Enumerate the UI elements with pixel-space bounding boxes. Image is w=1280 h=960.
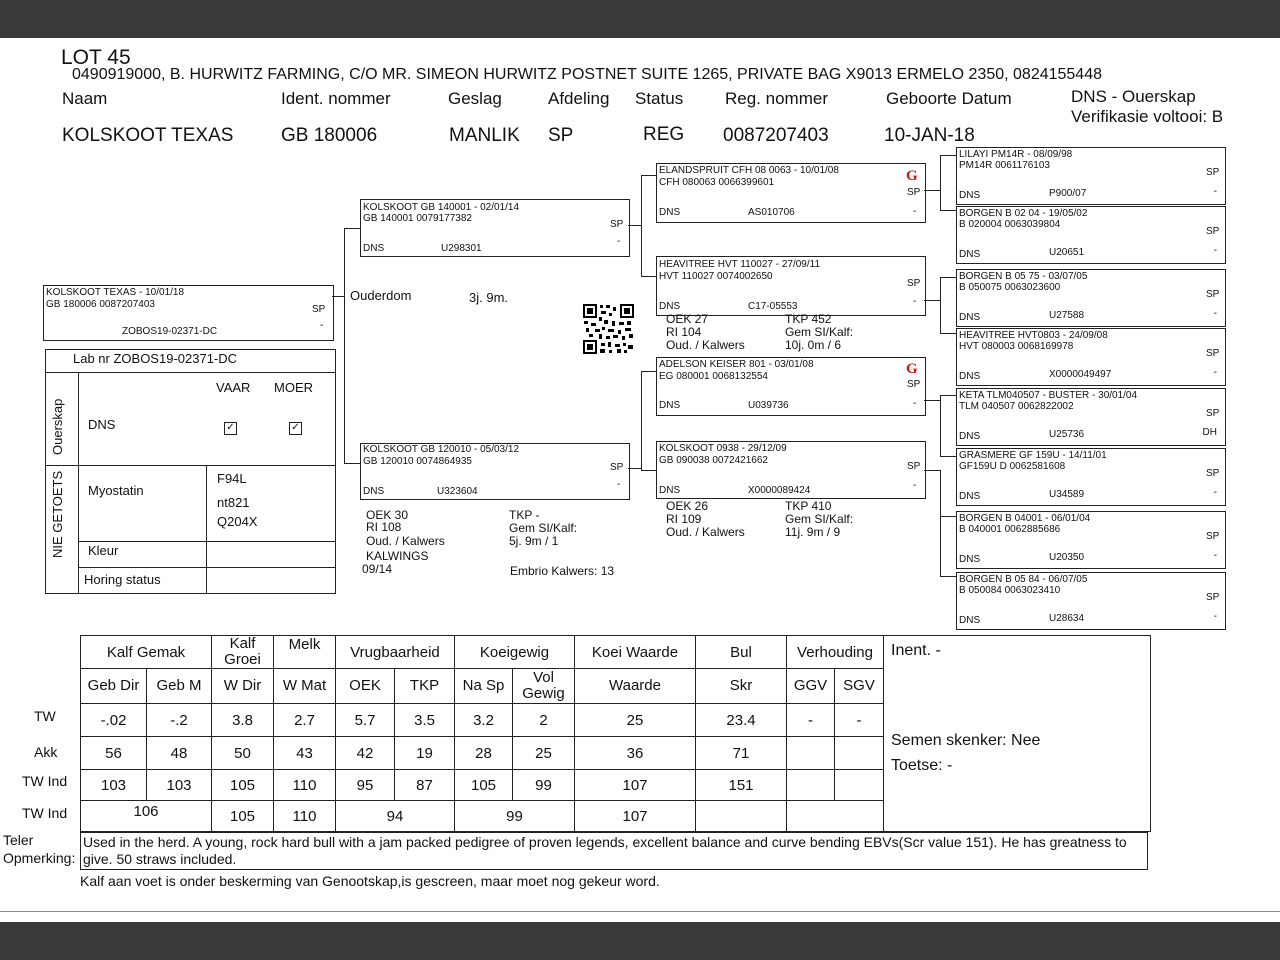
connector [344,228,360,229]
dam-kalwings: KALWINGS [366,549,429,563]
gg-ids: PM14R 0061176103 [959,160,1050,171]
gg-dns: DNS [959,491,981,502]
gt-logo-icon: G [906,361,918,377]
ebv-twind-cell-9: 151 [696,770,787,801]
value-ident: GB 180006 [281,125,378,146]
gg-name: GRASMERE GF 159U - 14/11/01 [959,450,1107,461]
sire-dash: - [617,236,621,247]
ebv-group-koeigewig: Koeigewig [455,636,575,669]
ebv-tw-cell-10: - [787,704,835,737]
subject-ids: GB 180006 0087207403 [46,299,155,310]
value-naam: KOLSKOOT TEXAS [62,125,234,146]
gg-name: KETA TLM040507 - BUSTER - 30/01/04 [959,390,1138,401]
ebv-akk-cell-10 [787,737,835,770]
ebv-group-bul: Bul [696,636,787,669]
gg-dns: DNS [959,554,981,565]
ebv-akk-cell-0: 56 [81,737,147,770]
sire-ids: GB 140001 0079177382 [363,213,472,224]
gg-status: - [1213,308,1217,319]
ebv-col-header-2: W Dir [212,669,274,704]
lab-number: Lab nr ZOBOS19-02371-DC [73,351,238,366]
gg-code: P900/07 [1049,188,1087,199]
ebv-akk-cell-4: 42 [336,737,395,770]
lab-myostatin: Myostatin [88,483,144,498]
value-geslag: MANLIK [449,125,520,146]
ebv-group-kalf-groei: Kalf Groei [212,636,274,669]
footer-note: Kalf aan voet is onder beskerming van Genootskap,is gescreen, maar moet nog gekeur word. [80,873,660,889]
sd-dns: DNS [659,301,681,312]
qr-code [582,303,635,355]
dd-gem: Gem SI/Kalf: [785,512,854,526]
gg-status: - [1213,186,1217,197]
ebv-group-verhouding: Verhouding [787,636,884,669]
ebv-group-vrugbaarheid: Vrugbaarheid [336,636,455,669]
gg-name: BORGEN B 05 75 - 03/07/05 [959,271,1088,282]
ebv-akk-cell-2: 50 [212,737,274,770]
gg-status: - [1213,550,1217,561]
great-grandparent-box [956,388,1226,446]
ds-name: ADELSON KEISER 801 - 03/01/08 [659,359,814,370]
sire-code: U298301 [441,243,482,254]
opmerking-text: Used in the herd. A young, rock hard bull with a jam packed pedigree of proven legends, excellent balance and curve bending EBVs(Scr value 151). He has greatness to give. 50 straws included. [83,834,1127,867]
ebv-group-koei-waarde: Koei Waarde [575,636,696,669]
header-naam: Naam [62,89,108,108]
lab-m3: Q204X [217,514,258,529]
ebv-twind-cell-3: 110 [274,770,336,801]
vaar-checkbox: ✓ [224,417,237,435]
ebv-twind-cell-5: 87 [395,770,455,801]
gg-sp: SP [1206,226,1220,237]
ebv-twind-cell-7: 99 [513,770,575,801]
gg-sp: SP [1206,468,1220,479]
sd-oud: Oud. / Kalwers [666,338,745,352]
ebv-akk-cell-8: 36 [575,737,696,770]
dd-tkp: TKP 410 [785,499,832,513]
ebv-col-header-5: TKP [395,669,455,704]
owner-line: 0490919000, B. HURWITZ FARMING, C/O MR. SIMEON HURWITZ POSTNET SUITE 1265, PRIVATE BAG X9013 ERMELO 2350, 0824155448 [72,66,1102,83]
great-grandparent-box [956,206,1226,264]
ebv-twind-cell-4: 95 [336,770,395,801]
gg-sp: SP [1206,408,1220,419]
gg-status: - [1213,487,1217,498]
ebv-tw-cell-11: - [835,704,884,737]
lab-kleur: Kleur [88,543,119,558]
sd-gem-value: 10j. 0m / 6 [785,338,842,352]
ebv-akk-cell-11 [835,737,884,770]
ss-ids: CFH 080063 0066399601 [659,177,775,188]
gg-dns: DNS [959,249,981,260]
gg-code: U25736 [1049,429,1085,440]
ebv-col-header-6: Na Sp [455,669,513,704]
gg-dns: DNS [959,431,981,442]
dam-oud: Oud. / Kalwers [366,534,445,548]
sd-sp: SP [907,278,921,289]
gg-name: BORGEN B 04001 - 06/01/04 [959,513,1091,524]
great-grandparent-box [956,269,1226,327]
ebv-twind-cell-11 [835,770,884,801]
gg-status: - [1213,245,1217,256]
dd-gem-value: 11j. 9m / 9 [785,525,841,539]
connector [344,463,360,464]
dam-sire-box [656,357,926,416]
dd-ri: RI 109 [666,512,702,526]
gg-sp: SP [1206,592,1220,603]
opmerking-label: Opmerking: [3,850,76,866]
sire-box [360,199,630,257]
sd-gem: Gem SI/Kalf: [785,325,854,339]
dam-embrio: Embrio Kalwers: 13 [510,564,615,578]
lab-vaar: VAAR [216,380,251,395]
ebv-col-header-3: W Mat [274,669,336,704]
great-grandparent-box [956,448,1226,506]
ss-code: AS010706 [748,207,795,218]
lab-m1: F94L [217,471,247,486]
ebv-twind-cell-2: 105 [212,770,274,801]
gg-ids: GF159U D 0062581608 [959,461,1066,472]
ebv-twind2-kalf-gemak: 106 [81,801,212,832]
gg-dns: DNS [959,371,981,382]
ebv-col-header-11: SGV [835,669,884,704]
gg-sp: SP [1206,167,1220,178]
sd-tkp: TKP 452 [785,312,832,326]
ds-dns: DNS [659,400,681,411]
ebv-twind-cell-0: 103 [81,770,147,801]
value-geboorte: 10-JAN-18 [884,125,975,146]
dd-oud: Oud. / Kalwers [666,525,745,539]
lab-ouerskap: Ouerskap [50,398,65,455]
dd-dns: DNS [659,485,681,496]
ebv-col-header-8: Waarde [575,669,696,704]
gg-ids: B 050075 0063023600 [959,282,1061,293]
sire-dam-box [656,256,926,316]
ebv-tw-cell-2: 3.8 [212,704,274,737]
header-verifikasie: Verifikasie voltooi: B [1071,107,1224,126]
dam-code: U323604 [437,486,478,497]
ebv-col-header-4: OEK [336,669,395,704]
great-grandparent-box [956,147,1226,205]
sd-ri: RI 104 [666,325,702,339]
gg-status: - [1213,611,1217,622]
ebv-twind-cell-10 [787,770,835,801]
gg-dns: DNS [959,615,981,626]
dam-gem: Gem SI/Kalf: [509,521,578,535]
ds-sp: SP [907,379,921,390]
ouderdom-label: Ouderdom [350,288,412,303]
gg-code: U20350 [1049,552,1085,563]
gg-name: HEAVITREE HVT0803 - 24/09/08 [959,330,1108,341]
sd-ids: HVT 110027 0074002650 [659,271,773,282]
gt-logo-icon: G [906,168,918,184]
ds-dash: - [913,398,917,409]
ebv-twind2-melk: 110 [274,801,336,832]
header-geboorte: Geboorte Datum [886,89,1012,108]
dam-tkp: TKP - [509,508,540,522]
ebv-col-header-10: GGV [787,669,835,704]
ebv-twind-cell-1: 103 [147,770,212,801]
ebv-tw-cell-9: 23.4 [696,704,787,737]
ss-dash: - [913,206,917,217]
lab-m2: nt821 [217,495,250,510]
great-grandparent-box [956,511,1226,569]
lot-number: LOT 45 [61,46,131,69]
dam-ids: GB 120010 0074864935 [363,456,472,467]
subject-sp: SP [312,304,326,315]
ds-code: U039736 [748,400,789,411]
sire-name: KOLSKOOT GB 140001 - 02/01/14 [363,202,520,213]
sire-sp: SP [610,219,624,230]
connector [344,228,345,464]
ebv-twind-cell-8: 107 [575,770,696,801]
dam-box [360,443,630,500]
ebv-tw-cell-1: -.2 [147,704,212,737]
header-dns: DNS - Ouerskap [1071,87,1196,106]
top-bar [0,0,1280,38]
bottom-bar [0,922,1280,960]
ebv-akk-cell-7: 25 [513,737,575,770]
gg-code: U27588 [1049,310,1085,321]
subject-code: ZOBOS19-02371-DC [122,326,218,337]
ebv-col-header-7: Vol Gewig [513,669,575,704]
lab-horing: Horing status [84,572,161,587]
gg-status: DH [1202,427,1217,438]
value-reg: 0087207403 [723,125,829,146]
dd-code: X0000089424 [748,485,811,496]
dd-ids: GB 090038 0072421662 [659,455,768,466]
gg-sp: SP [1206,531,1220,542]
opmerking-box [80,832,1148,870]
ebv-group-kalf-gemak: Kalf Gemak [81,636,212,669]
side-panel [884,636,1151,832]
lab-moer: MOER [274,380,313,395]
ss-sp: SP [907,187,921,198]
ebv-col-header-1: Geb M [147,669,212,704]
ebv-tw-cell-6: 3.2 [455,704,513,737]
ebv-col-header-0: Geb Dir [81,669,147,704]
gg-code: U20651 [1049,247,1085,258]
dd-oek: OEK 26 [666,499,709,513]
gg-code: X0000049497 [1049,369,1112,380]
ebv-group-melk: Melk [274,636,336,669]
ebv-twind-cell-6: 105 [455,770,513,801]
ebv-col-header-9: Skr [696,669,787,704]
subject-dash: - [320,320,324,331]
dam-ri: RI 108 [366,520,402,534]
lab-nie-getoets: NIE GETOETS [50,470,65,558]
header-geslag: Geslag [448,89,502,108]
ebv-akk-cell-6: 28 [455,737,513,770]
dam-dash: - [617,479,621,490]
ebv-row-label-twind: TW Ind [22,773,68,789]
side-toetse: Toetse: - [891,757,953,774]
ebv-tw-cell-5: 3.5 [395,704,455,737]
sd-name: HEAVITREE HVT 110027 - 27/09/11 [659,259,821,270]
gg-ids: HVT 080003 0068169978 [959,341,1074,352]
ouderdom-value: 3j. 9m. [469,290,509,305]
dam-kalwings-date: 09/14 [362,562,393,576]
dd-name: KOLSKOOT 0938 - 29/12/09 [659,443,787,454]
gg-name: BORGEN B 02 04 - 19/05/02 [959,208,1088,219]
lab-panel [45,349,336,594]
gg-ids: B 020004 0063039804 [959,219,1061,230]
ds-ids: EG 080001 0068132554 [659,371,768,382]
value-afdeling: SP [548,125,574,146]
dd-sp: SP [907,461,921,472]
gg-ids: B 050084 0063023410 [959,585,1061,596]
dam-dam-box [656,441,926,499]
ebv-akk-cell-1: 48 [147,737,212,770]
dam-name: KOLSKOOT GB 120010 - 05/03/12 [363,444,520,455]
ebv-twind2-koei-waarde: 107 [575,801,696,832]
ebv-row-label-akk: Akk [34,744,58,760]
sd-dash: - [913,296,917,307]
value-status: REG [643,124,685,145]
gg-dns: DNS [959,190,981,201]
gg-sp: SP [1206,348,1220,359]
sd-code: C17-05553 [748,301,798,312]
ebv-akk-cell-3: 43 [274,737,336,770]
header-status: Status [635,89,684,108]
ebv-table [80,635,1151,832]
great-grandparent-box [956,328,1226,386]
header-afdeling: Afdeling [548,89,610,108]
subject-box [43,285,334,341]
gg-code: U34589 [1049,489,1085,500]
great-grandparent-box [956,572,1226,630]
ebv-twind2-koeigewig: 99 [455,801,575,832]
ebv-tw-cell-8: 25 [575,704,696,737]
dam-gem-value: 5j. 9m / 1 [509,534,559,548]
dd-dash: - [913,480,917,491]
header-reg: Reg. nommer [725,89,828,108]
ebv-twind2-kalf-groei: 105 [212,801,274,832]
ss-dns: DNS [659,207,681,218]
ebv-row-label-twind2: TW Ind [22,805,68,821]
ebv-tw-cell-7: 2 [513,704,575,737]
gg-ids: TLM 040507 0062822002 [959,401,1074,412]
ebv-row-label-tw: TW [34,708,56,724]
subject-name: KOLSKOOT TEXAS - 10/01/18 [46,287,185,298]
teler-label: Teler [3,832,34,848]
ss-name: ELANDSPRUIT CFH 08 0063 - 10/01/08 [659,165,839,176]
ebv-twind2-vrugbaarheid: 94 [336,801,455,832]
gg-name: LILAYI PM14R - 08/09/98 [959,149,1073,160]
dam-dns: DNS [363,486,385,497]
ebv-tw-cell-4: 5.7 [336,704,395,737]
dam-sp: SP [610,462,624,473]
gg-status: - [1213,367,1217,378]
gg-ids: B 040001 0062885686 [959,524,1061,535]
gg-sp: SP [1206,289,1220,300]
lab-dns: DNS [88,417,116,432]
side-semen: Semen skenker: Nee [891,732,1041,749]
gg-name: BORGEN B 05 84 - 06/07/05 [959,574,1088,585]
side-inent: Inent. - [891,642,941,659]
gg-code: U28634 [1049,613,1085,624]
moer-checkbox: ✓ [289,417,302,435]
ebv-tw-cell-0: -.02 [81,704,147,737]
sire-sire-box [656,163,926,223]
ebv-akk-cell-5: 19 [395,737,455,770]
dam-oek: OEK 30 [366,508,409,522]
sire-dns: DNS [363,243,385,254]
header-ident: Ident. nommer [281,89,391,108]
sd-oek: OEK 27 [666,312,709,326]
ebv-tw-cell-3: 2.7 [274,704,336,737]
gg-dns: DNS [959,312,981,323]
ebv-akk-cell-9: 71 [696,737,787,770]
